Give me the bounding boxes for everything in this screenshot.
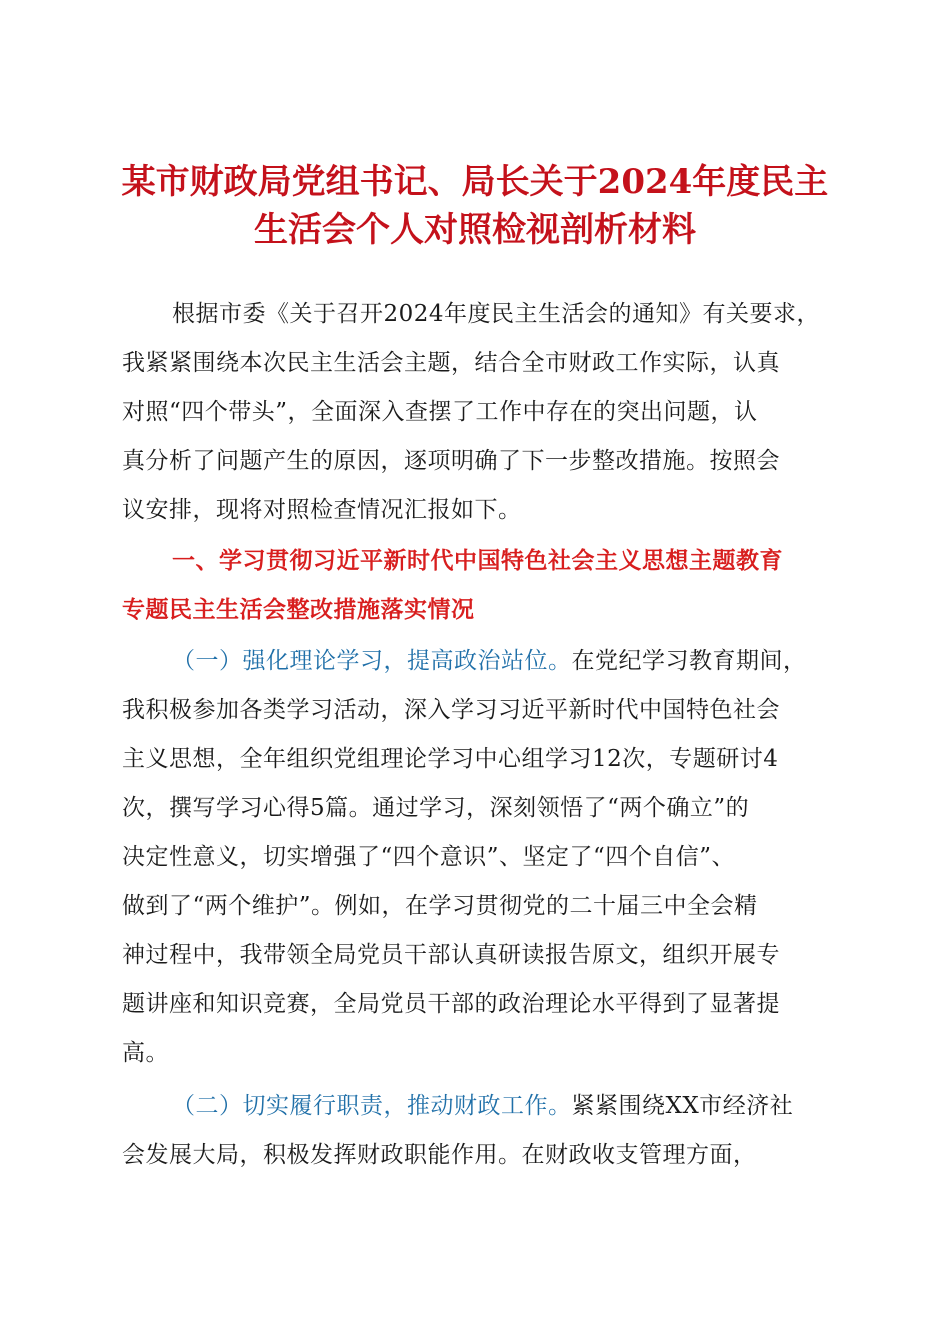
intro-line: 议安排，现将对照检查情况汇报如下。 — [122, 497, 522, 523]
paragraph-line: 题讲座和知识竞赛，全局党员干部的政治理论水平得到了显著提 — [122, 991, 780, 1017]
paragraph-line: 高。 — [122, 1040, 169, 1066]
title-line-2: 生活会个人对照检视剖析材料 — [254, 210, 696, 250]
title-line-1: 某市财政局党组书记、局长关于2024年度民主 — [121, 162, 829, 202]
section-heading-line: 专题民主生活会整改措施落实情况 — [122, 597, 475, 623]
paragraph-line: 我积极参加各类学习活动，深入学习习近平新时代中国特色社会 — [122, 697, 780, 723]
paragraph-text: 在党纪学习教育期间， — [571, 648, 807, 674]
subsection-first-line — [172, 1090, 793, 1122]
paragraph-line: 做到了“两个维护”。例如，在学习贯彻党的二十届三中全会精 — [122, 893, 758, 919]
intro-line: 真分析了问题产生的原因，逐项明确了下一步整改措施。按照会 — [122, 448, 780, 474]
intro-line: 我紧紧围绕本次民主生活会主题，结合全市财政工作实际，认真 — [122, 350, 780, 376]
document-title — [100, 158, 850, 254]
subsection-heading: （一）强化理论学习，提高政治站位。 — [172, 648, 572, 674]
section-heading-line: 一、学习贯彻习近平新时代中国特色社会主义思想主题教育 — [172, 548, 783, 574]
paragraph-line: 决定性意义，切实增强了“四个意识”、坚定了“四个自信”、 — [122, 844, 736, 870]
paragraph-text: 紧紧围绕XX市经济社 — [571, 1093, 794, 1119]
subsection-first-line — [172, 645, 807, 677]
subsection-heading: （二）切实履行职责，推动财政工作。 — [172, 1093, 572, 1119]
paragraph-line: 主义思想，全年组织党组理论学习中心组学习12次，专题研讨4 — [122, 746, 779, 772]
paragraph-line: 会发展大局，积极发挥财政职能作用。在财政收支管理方面， — [122, 1142, 757, 1168]
paragraph-line: 神过程中，我带领全局党员干部认真研读报告原文，组织开展专 — [122, 942, 780, 968]
intro-line: 根据市委《关于召开2024年度民主生活会的通知》有关要求， — [172, 301, 821, 327]
intro-line: 对照“四个带头”，全面深入查摆了工作中存在的突出问题，认 — [122, 399, 758, 425]
paragraph-line: 次，撰写学习心得5篇。通过学习，深刻领悟了“两个确立”的 — [122, 795, 750, 821]
